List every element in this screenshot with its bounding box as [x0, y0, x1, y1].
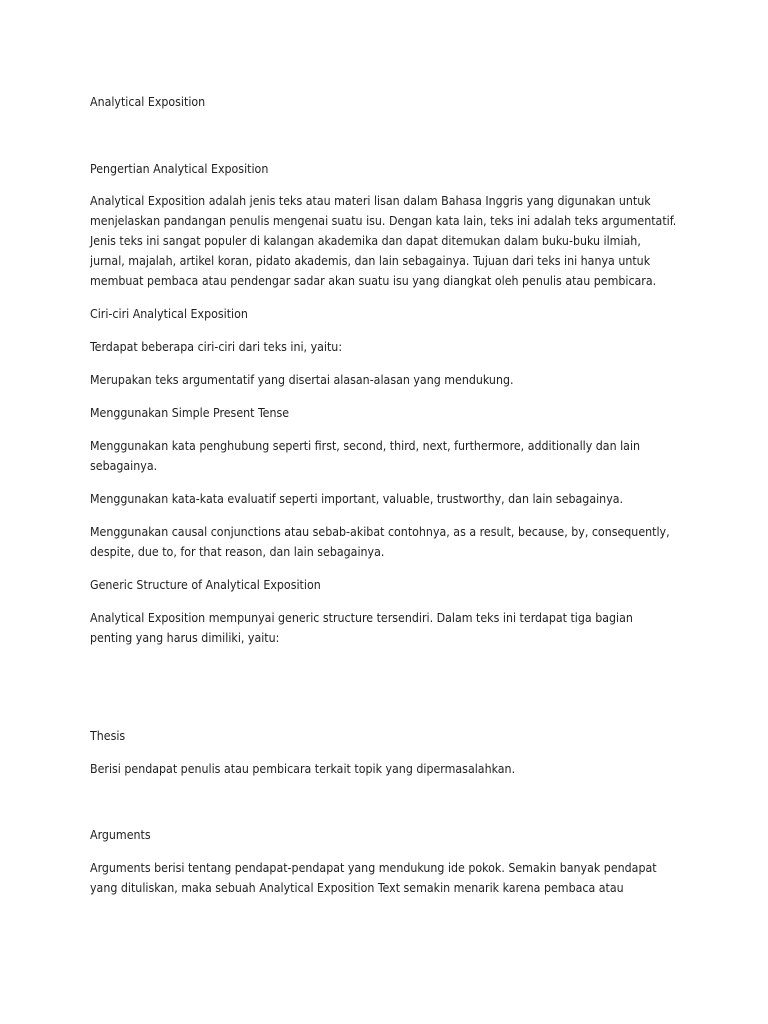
paragraph-line: Jenis teks ini sangat populer di kalangan akademika dan dapat ditemukan dalam buku-buku ilmiah,	[90, 234, 641, 248]
list-item: Menggunakan Simple Present Tense	[90, 406, 290, 420]
paragraph-line: Berisi pendapat penulis atau pembicara terkait topik yang dipermasalahkan.	[90, 762, 516, 776]
section-heading-thesis: Thesis	[90, 729, 126, 743]
section-heading-arguments: Arguments	[90, 828, 151, 842]
list-item: Menggunakan causal conjunctions atau sebab-akibat contohnya, as a result, because, by, consequently,	[90, 525, 670, 539]
paragraph-line: menjelaskan pandangan penulis mengenai suatu isu. Dengan kata lain, teks ini adalah teks argumentatif.	[90, 214, 677, 228]
list-item: Menggunakan kata penghubung seperti first, second, third, next, furthermore, additionally dan lain	[90, 439, 641, 453]
paragraph-line: membuat pembaca atau pendengar sadar akan suatu isu yang diangkat oleh penulis atau pembicara.	[90, 274, 657, 288]
paragraph-line: Analytical Exposition adalah jenis teks atau materi lisan dalam Bahasa Inggris yang digunakan untuk	[90, 194, 651, 208]
paragraph-line: yang dituliskan, maka sebuah Analytical Exposition Text semakin menarik karena pembaca atau	[90, 881, 624, 895]
list-item: Merupakan teks argumentatif yang disertai alasan-alasan yang mendukung.	[90, 373, 514, 387]
section-heading-generic: Generic Structure of Analytical Exposition	[90, 578, 321, 592]
document-title: Analytical Exposition	[90, 95, 206, 109]
list-item: sebagainya.	[90, 459, 158, 473]
list-item: despite, due to, for that reason, dan lain sebagainya.	[90, 545, 385, 559]
paragraph-line: jurnal, majalah, artikel koran, pidato akademis, dan lain sebagainya. Tujuan dari teks ini hanya untuk	[90, 254, 651, 268]
list-item: Menggunakan kata-kata evaluatif seperti important, valuable, trustworthy, dan lain sebagainya.	[90, 492, 624, 506]
section-heading-ciri: Ciri-ciri Analytical Exposition	[90, 307, 248, 321]
paragraph-line: Analytical Exposition mempunyai generic structure tersendiri. Dalam teks ini terdapat tiga bagian	[90, 611, 633, 625]
paragraph-line: penting yang harus dimiliki, yaitu:	[90, 631, 280, 645]
paragraph-line: Terdapat beberapa ciri-ciri dari teks ini, yaitu:	[90, 340, 343, 354]
section-heading-pengertian: Pengertian Analytical Exposition	[90, 162, 269, 176]
paragraph-line: Arguments berisi tentang pendapat-pendapat yang mendukung ide pokok. Semakin banyak pendapat	[90, 861, 657, 875]
